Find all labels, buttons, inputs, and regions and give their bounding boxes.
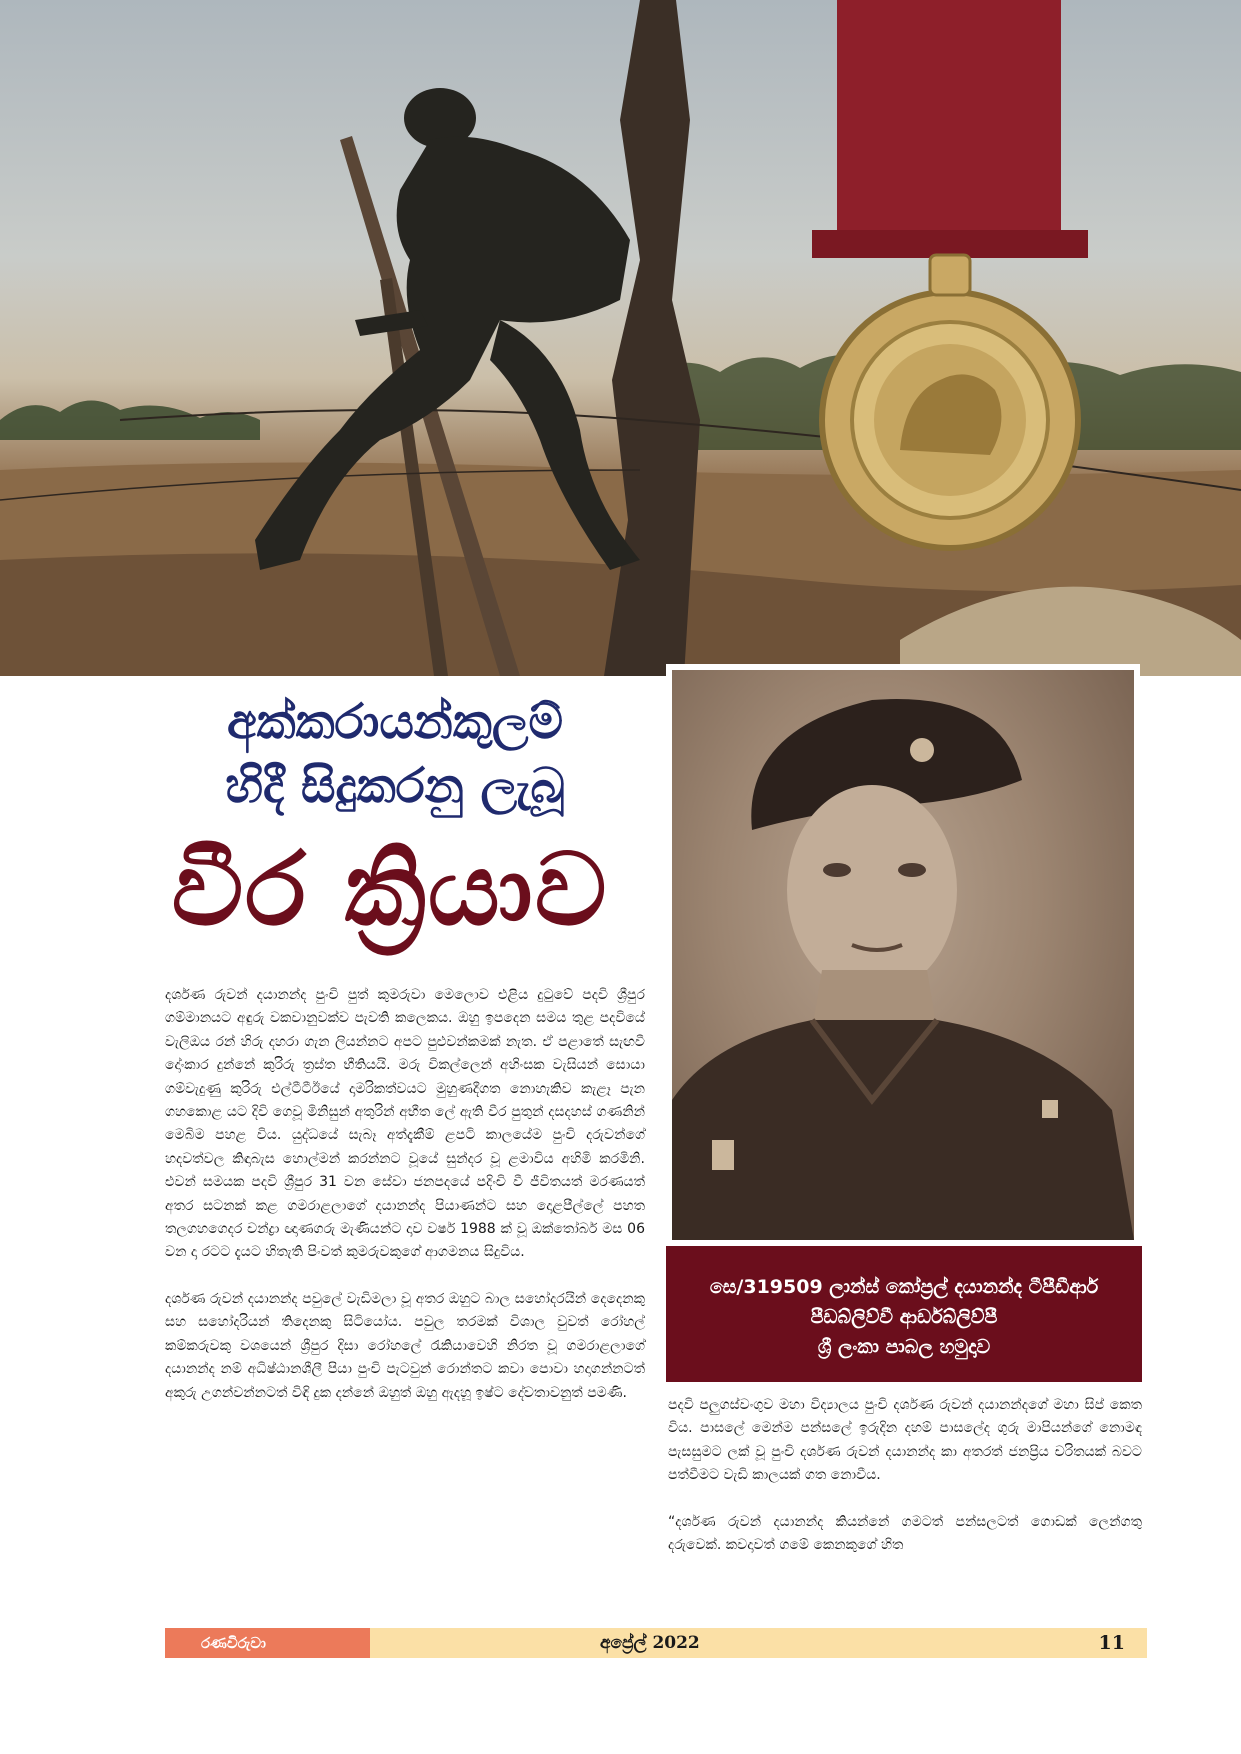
paragraph-3: පදවි පලුගස්වංගුව මහා විද්‍යාලය පුංචි දර්ශණ රුවන් දයානන්දගේ මහා සිප් කෙත විය. පාසලේ මෙන්ම පන්සලේ ඉරුදින දහම් පාසලේද ගුරු මාපියන්ගේ නොමඳ පැසසුමට ලක් වූ පුංචි දර්ශණ රුවන් දයානන්ද කා අතරත් ජනප්‍රිය චරිතයක් බවට පත්වීමට වැඩි කාලයක් ගත නොවීය. <box>668 1397 1142 1484</box>
page-footer <box>165 1628 1147 1658</box>
medal-ribbon <box>837 0 1061 252</box>
footer-brand: රණවිරුවා <box>165 1628 370 1658</box>
hero-photo <box>0 0 1241 676</box>
headline-line-1: අක්කරායන්කුලම් <box>227 694 563 750</box>
headline-main: වීර ක්‍රියාව <box>171 831 609 948</box>
page-number: 11 <box>1098 1632 1125 1654</box>
article-column-left <box>165 984 645 1405</box>
paragraph-2: දර්ශණ රුවන් දයානන්ද පවුලේ වැඩිමලා වූ අතර ඔහුට බාල සහෝදරයින් දෙදෙනකු සහ සහෝදරියන් තිදෙනකු සිටියෝය. පවුල තරමක් විශාල වුවත් රෝහල් කම්කරුවකු වශයෙන් ශ්‍රීපුර දිසා රෝහලේ රැකියාවෙහි නිරත වූ ගමරාළලාගේ දයානන්ද නම් අධිෂ්ඨානශීලී පියා පුංචි පැටවුන් රොන්තට කවා පොවා හදාගන්නටත් අකුරු උගන්වන්නටත් විඳි දුක දන්නේ ඔහුත් ඔහු ඇදහූ ඉෂ්ට දේවතාවනුත් පමණි. <box>165 1290 645 1401</box>
hero-illustration <box>0 0 1241 676</box>
portrait-caption <box>666 1246 1142 1382</box>
article-column-right <box>668 1394 1142 1557</box>
paragraph-1: දර්ශණ රුවන් දයානන්ද පුංචි පුත් කුමරුවා මෙලොව එළිය දුටුවේ පදවි ශ්‍රීපුර ගම්මානයට අඳුරු වකවානුවක්ව පැවති කලෙකය. ඔහු ඉපදෙන සමය තුළ පදවියේ වැලිඔය රන් හිරු දහරා ගැන ලියන්නට අපට පුළුවන්කමක් නැත. ඒ පළාතේ සැඟවී දෝංකාර දුන්නේ කුරිරු ත්‍රස්ත භීතියයි. මරු විකල්ලෙන් අහිංසක වැසියන් සොයා ගම්වැදුණු කුරිරු එල්ටීටීඊයේ දාමරිකත්වයට මුහුණදීගත නොහැකිව කැළෑ පැන ගහකොළ යට දිවි ගෙවූ මිනිසුන් අතුරින් අභීත ලේ ඇති වීර පුතුන් දසදහස් ගණනින් මෙබිම පහළ විය. යුද්ධයේ සැබෑ අත්දැකීම් ළපටි කාලයේම පුංචි දරුවන්ගේ හදවත්වල කිඳාබැස හොල්මන් කරන්නට වූයේ සුන්දර වූ ළමාවිය අහිමි කරමිනි. එවන් සමයක පදවි ශ්‍රීපුර 31 වන සේවා ජනපදයේ පදිංචි වී ජීවිතයත් මරණයත් අතර සටනක් කළ ගමරාළලාගේ දයානන්ද පියාණන්ට සහ දොළපීල්ලේ පහත තලගහගෙදර චන්ද්‍රා ඥාණගරු මැණියන්ට දාව වර්ෂ 1988 ක් වූ ඔක්තෝබර් මස 06 වන දා රටට දැයට හිතැති පිංවත් කුමරුවකුගේ ආගමනය සිදුවිය. <box>165 987 645 1261</box>
caption-line-1: සෙ/319509 ලාන්ස් කෝප්‍රල් දයානන්ද ටීපීඩීආර් <box>709 1276 1099 1298</box>
headline-subtitle <box>160 690 630 818</box>
paragraph-4: “දර්ශණ රුවන් දයානන්ද කියන්නේ ගමටත් පන්සලටත් ගොඩක් ලෙන්ගතු දරුවෙක්. කවදාවත් ගමේ කෙනකුගේ හිත <box>668 1513 1142 1554</box>
headline-line-2: හිදී සිදුකරනු ලැබූ <box>225 758 565 814</box>
portrait-frame <box>666 664 1140 1246</box>
caption-line-2: පීඩබ්ලිව්වී ආර්ඩබ්ලිව්පී <box>810 1306 998 1328</box>
portrait-photo <box>672 670 1134 1240</box>
caption-line-3: ශ්‍රී ලංකා පාබල හමුදාව <box>817 1336 991 1358</box>
portrait-illustration <box>672 670 1134 1240</box>
footer-date: අප්‍රේල් 2022 <box>600 1633 700 1653</box>
